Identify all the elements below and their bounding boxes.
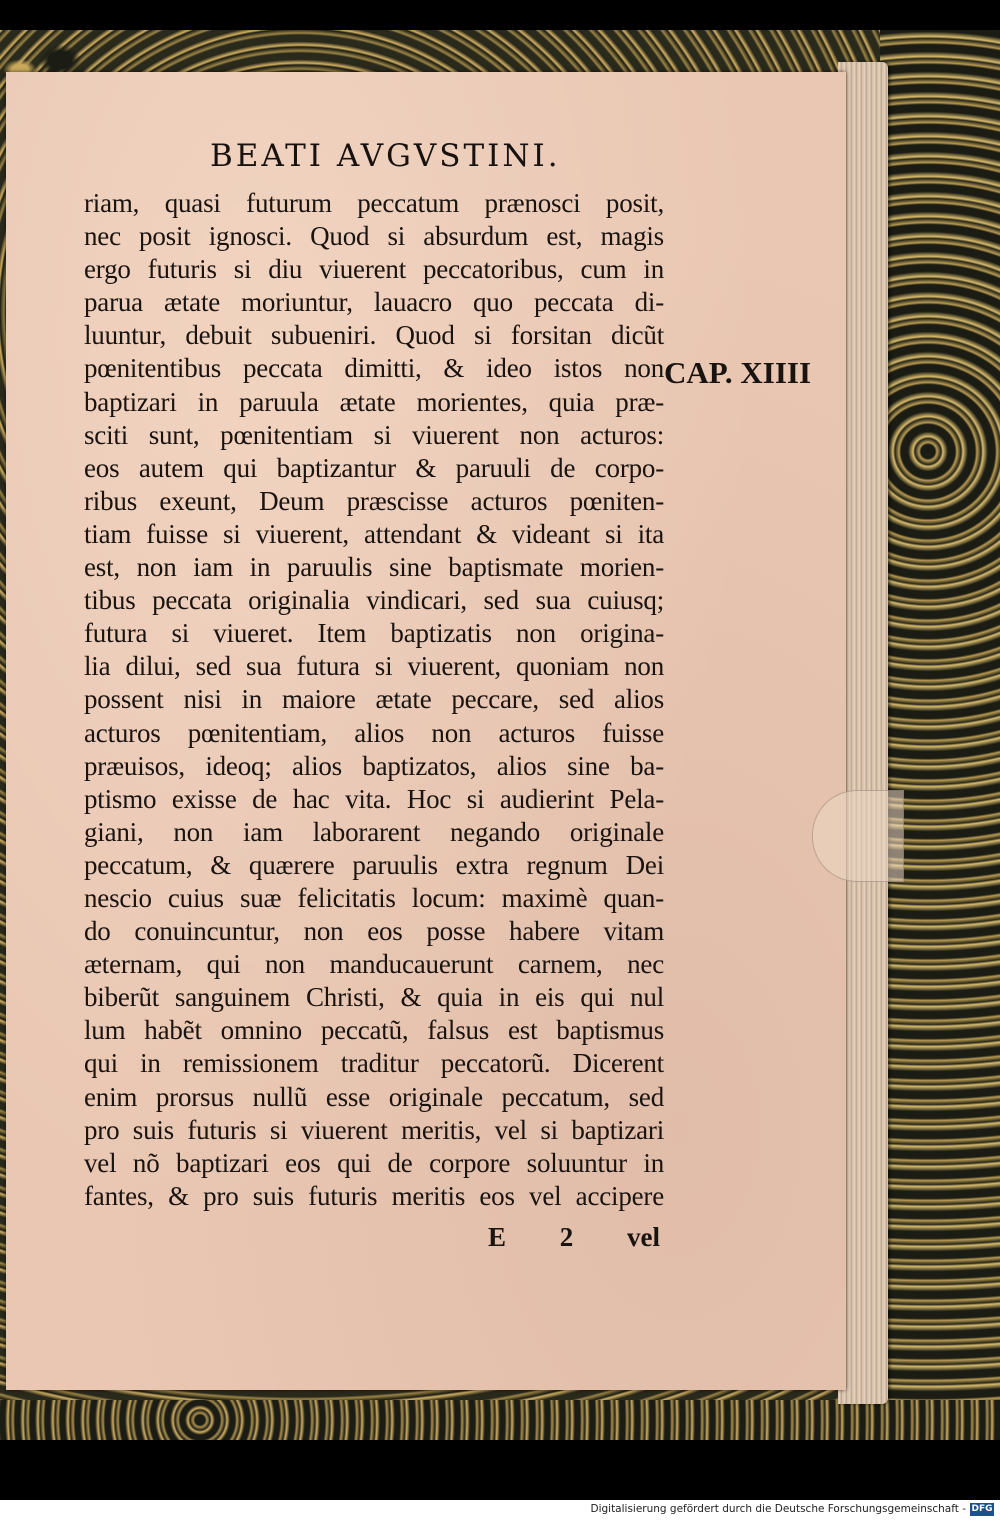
marbled-endpaper-right bbox=[880, 30, 1000, 1435]
footer-credit: Digitalisierung gefördert durch die Deutsche Forschungsgemeinschaft - bbox=[590, 1503, 966, 1515]
text-line: sciti sunt, pœnitentiam si viuerent non acturos: bbox=[84, 419, 664, 450]
signature-row bbox=[488, 1222, 660, 1253]
text-line: giani, non iam laborarent negando originale bbox=[84, 816, 664, 847]
text-line: præuisos, ideoq; alios baptizatos, alios sine ba- bbox=[84, 750, 664, 781]
text-line: riam, quasi futurum peccatum prænosci posit, bbox=[84, 188, 664, 218]
text-line: tiam fuisse si viuerent, attendant & videant si ita bbox=[84, 518, 664, 549]
text-line: ptismo exisse de hac vita. Hoc si audierint Pela- bbox=[84, 783, 664, 814]
text-line: lum habẽt omnino peccatũ, falsus est baptismus bbox=[84, 1015, 664, 1046]
text-line: luuntur, debuit subueniri. Quod si forsitan dicũt bbox=[84, 320, 664, 351]
text-line: peccatum, & quærere paruulis extra regnum Dei bbox=[84, 849, 664, 880]
text-line: possent nisi in maiore ætate peccare, sed alios bbox=[84, 684, 664, 715]
signature-mark: E bbox=[488, 1222, 507, 1252]
text-line: do conuincuntur, non eos posse habere vitam bbox=[84, 916, 664, 947]
text-line: tibus peccata originalia vindicari, sed sua cuiusq; bbox=[84, 585, 664, 616]
text-block bbox=[84, 187, 664, 1213]
text-line: ribus exeunt, Deum præscisse acturos pœniten- bbox=[84, 485, 664, 516]
catchword: vel bbox=[626, 1222, 660, 1252]
text-line: acturos pœnitentiam, alios non acturos fuisse bbox=[84, 717, 664, 748]
text-line: biberũt sanguinem Christi, & quia in eis qui nul bbox=[84, 982, 664, 1013]
text-line: fantes, & pro suis futuris meritis eos vel accipere bbox=[84, 1180, 664, 1211]
dfg-logo: DFG bbox=[971, 1504, 993, 1514]
running-head: BEATI AVGVSTINI. bbox=[210, 138, 561, 174]
text-line: enim prorsus nullũ esse originale peccatum, sed bbox=[84, 1081, 664, 1112]
text-line: baptizari in paruula ætate morientes, quia præ- bbox=[84, 386, 664, 417]
text-line: futura si viueret. Item baptizatis non origina- bbox=[84, 618, 664, 649]
page-tab bbox=[812, 790, 904, 882]
text-line: nec posit ignosci. Quod si absurdum est, magis bbox=[84, 221, 664, 252]
text-line: parua ætate moriuntur, lauacro quo peccata di- bbox=[84, 287, 664, 318]
text-line: ergo futuris si diu viuerent peccatoribus, cum in bbox=[84, 254, 664, 285]
text-line: pro suis futuris si viuerent meritis, vel si baptizari bbox=[84, 1114, 664, 1145]
text-line: vel nõ baptizari eos qui de corpore soluuntur in bbox=[84, 1147, 664, 1178]
marginal-chapter-note: CAP. XIIII bbox=[664, 355, 812, 390]
text-line: est, non iam in paruulis sine baptismate morien- bbox=[84, 552, 664, 583]
text-line: nescio cuius suæ felicitatis locum: maximè quan- bbox=[84, 882, 664, 913]
text-line: qui in remissionem traditur peccatorũ. Dicerent bbox=[84, 1048, 664, 1079]
text-line: eos autem qui baptizantur & paruuli de corpo- bbox=[84, 452, 664, 483]
marbled-endpaper-bottom bbox=[0, 1400, 1000, 1440]
signature-number: 2 bbox=[559, 1222, 574, 1252]
text-line: lia dilui, sed sua futura si viuerent, quoniam non bbox=[84, 651, 664, 682]
text-line: pœnitentibus peccata dimitti, & ideo istos non bbox=[84, 353, 664, 384]
text-line: æternam, qui non manducauerunt carnem, nec bbox=[84, 949, 664, 980]
